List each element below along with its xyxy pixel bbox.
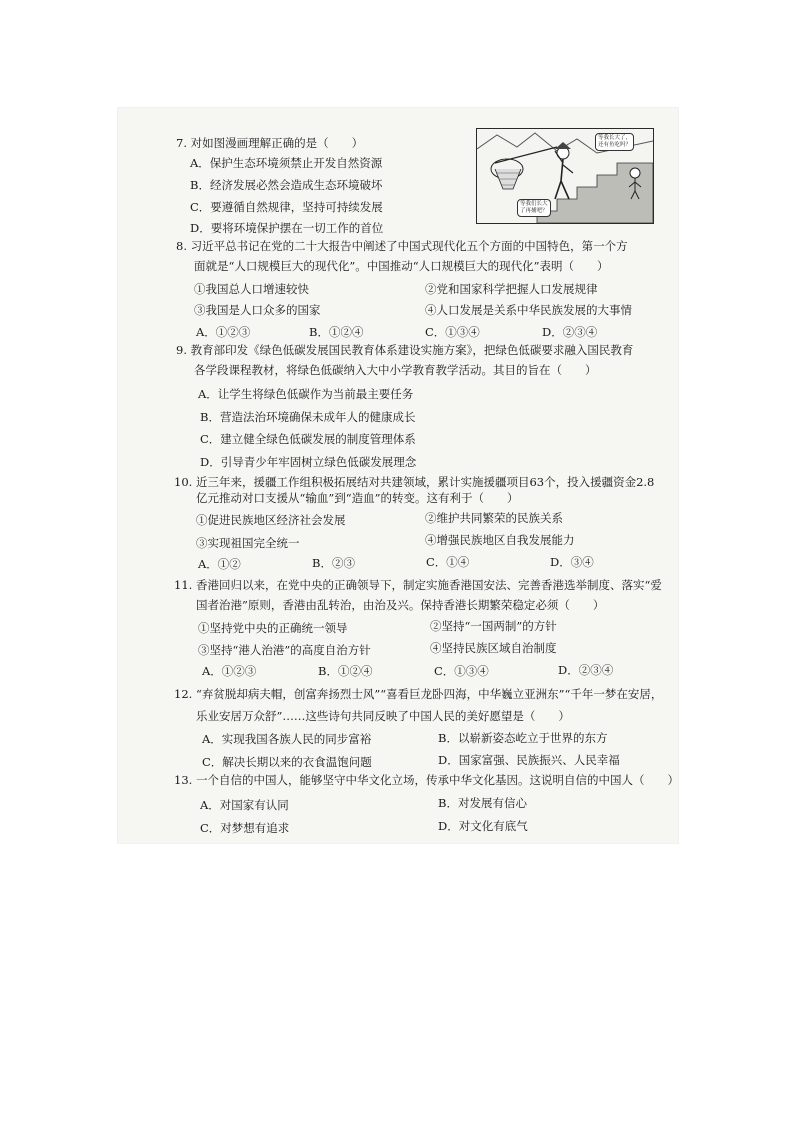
sign-line: 等我们长大 — [520, 201, 548, 207]
question-12-stem-line1: 12. “弃贫脱却病夫帽，创富奔扬烈士风”“喜看巨龙卧四海，中华巍立亚洲东”“千年一梦在安居， — [174, 687, 663, 701]
question-11-option-b: B．①②④ — [318, 664, 373, 678]
question-8-item-1: ①我国总人口增速较快 — [194, 282, 309, 296]
question-12-option-b: B．以崭新姿态屹立于世界的东方 — [438, 731, 608, 745]
question-7-option-c: C．要遵循自然规律，坚持可持续发展 — [190, 200, 383, 214]
question-9-stem-line1: 9. 教育部印发《绿色低碳发展国民教育体系建设实施方案》，把绿色低碳要求融入国民教育 — [176, 343, 634, 357]
question-11-item-1: ①坚持党中央的正确统一领导 — [198, 621, 348, 635]
question-8-option-b: B．①②④ — [309, 325, 364, 339]
question-12-stem-line2: 乐业安居万众舒”……这些诗句共同反映了中国人民的美好愿望是（ ） — [196, 709, 570, 723]
question-10-item-2: ②维护共同繁荣的民族关系 — [425, 511, 563, 525]
speech-bubble — [595, 133, 634, 151]
question-10-item-3: ③实现祖国完全统一 — [196, 536, 300, 550]
question-8-stem-line2: 面就是“人口规模巨大的现代化”。中国推动“人口规模巨大的现代化”表明（ ） — [194, 259, 609, 273]
question-9-option-a: A．让学生将绿色低碳作为当前最主要任务 — [198, 387, 414, 401]
question-10-stem-line2: 亿元推动对口支援从“输血”到“造血”的转变。这有利于（ ） — [196, 491, 519, 505]
question-10-item-4: ④增强民族地区自我发展能力 — [425, 533, 575, 547]
sign-board — [517, 199, 551, 217]
speech-line: 等我长大了， — [598, 135, 632, 141]
question-11-stem-line2: 国者治港”原则，香港由乱转治，由治及兴。保持香港长期繁荣稳定必须（ ） — [196, 598, 605, 612]
sign-line: 了再捕吧？ — [520, 208, 548, 214]
question-10-stem-line1: 10. 近三年来，援疆工作组积极拓展结对共建领域，累计实施援疆项目63个，投入援疆资金2.8 — [174, 475, 655, 489]
question-9-option-c: C．建立健全绿色低碳发展的制度管理体系 — [200, 432, 416, 446]
speech-line: 还有鱼吃吗？ — [598, 142, 632, 148]
question-13-option-d: D．对文化有底气 — [438, 819, 528, 833]
question-13-option-a: A．对国家有认同 — [200, 798, 289, 812]
question-12-option-a: A．实现我国各族人民的同步富裕 — [202, 732, 372, 746]
question-7-option-a: A．保护生态环境须禁止开发自然资源 — [190, 156, 383, 170]
question-10-option-b: B．②③ — [312, 556, 355, 570]
question-9-option-d: D．引导青少年牢固树立绿色低碳发展理念 — [200, 455, 417, 469]
question-13-stem: 13. 一个自信的中国人，能够坚守中华文化立场，传承中华文化基因。这说明自信的中国人（ ） — [174, 773, 679, 787]
question-9-option-b: B．营造法治环境确保未成年人的健康成长 — [200, 410, 416, 424]
question-10-option-d: D．③④ — [550, 555, 594, 569]
question-10-option-a: A．①② — [198, 557, 241, 571]
question-10-option-c: C．①④ — [426, 555, 470, 569]
question-8-option-c: C．①③④ — [425, 325, 480, 339]
question-11-option-a: A．①②③ — [202, 664, 257, 678]
question-11-stem-line1: 11. 香港回归以来，在党中央的正确领导下，制定实施香港国安法、完善香港选举制度、落实“爱 — [174, 578, 662, 592]
question-8-option-d: D．②③④ — [542, 325, 598, 339]
question-7-option-d: D．要将环境保护摆在一切工作的首位 — [190, 221, 384, 235]
question-8-item-3: ③我国是人口众多的国家 — [194, 303, 321, 317]
question-11-item-2: ②坚持“一国两制”的方针 — [430, 619, 557, 633]
question-13-option-b: B．对发展有信心 — [438, 796, 527, 810]
question-8-option-a: A．①②③ — [196, 325, 251, 339]
question-8-item-4: ④人口发展是关系中华民族发展的大事情 — [425, 303, 632, 317]
question-10-item-1: ①促进民族地区经济社会发展 — [196, 513, 346, 527]
question-9-stem-line2: 各学段课程教材，将绿色低碳纳入大中小学教育教学活动。其目的旨在（ ） — [194, 363, 597, 377]
question-13-option-c: C．对梦想有追求 — [200, 821, 290, 835]
question-11-item-3: ③坚持“港人治港”的高度自治方针 — [198, 643, 371, 657]
question-11-item-4: ④坚持民族区域自治制度 — [430, 641, 557, 655]
cartoon-illustration — [476, 128, 654, 224]
question-11-option-c: C．①③④ — [434, 664, 489, 678]
question-11-option-d: D．②③④ — [558, 663, 614, 677]
question-12-option-d: D．国家富强、民族振兴、人民幸福 — [438, 753, 620, 767]
question-7-option-b: B．经济发展必然会造成生态环境破坏 — [190, 178, 383, 192]
question-12-option-c: C．解决长期以来的衣食温饱问题 — [202, 755, 372, 769]
question-7-stem: 7. 对如图漫画理解正确的是（ ） — [176, 136, 364, 150]
question-8-stem-line1: 8. 习近平总书记在党的二十大报告中阐述了中国式现代化五个方面的中国特色，第一个方 — [176, 239, 628, 253]
question-8-item-2: ②党和国家科学把握人口发展规律 — [425, 282, 598, 296]
